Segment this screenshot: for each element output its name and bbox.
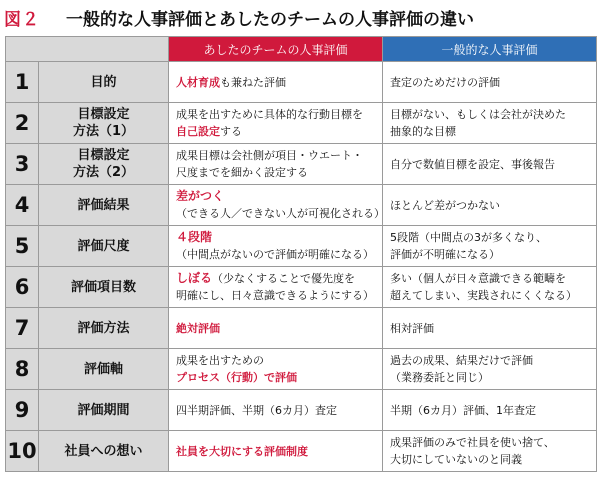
highlight-text: 絶対評価 <box>176 321 220 335</box>
ours-cell <box>169 308 383 349</box>
row-number: 9 <box>6 390 39 431</box>
table-row <box>6 267 597 308</box>
cell-text: する <box>220 125 242 138</box>
table-row <box>6 103 597 144</box>
cell-text: 成果を出すための <box>176 354 264 367</box>
ours-cell <box>169 349 383 390</box>
row-item-label: 評価方法 <box>39 308 169 349</box>
highlight-text: ４段階 <box>176 230 213 244</box>
highlight-text: しぼる <box>176 271 213 285</box>
comparison-table <box>5 36 597 472</box>
theirs-cell: 過去の成果、結果だけで評価 （業務委託と同じ） <box>383 349 597 390</box>
row-number: 1 <box>6 62 39 103</box>
row-item-label: 目的 <box>39 62 169 103</box>
ours-cell <box>169 226 383 267</box>
table-row <box>6 349 597 390</box>
row-item-label: 目標設定 方法（2） <box>39 144 169 185</box>
row-item-label: 評価項目数 <box>39 267 169 308</box>
theirs-cell: 目標がない、もしくは会社が決めた 抽象的な目標 <box>383 103 597 144</box>
table-row <box>6 308 597 349</box>
ours-cell <box>169 185 383 226</box>
highlight-text: 自己設定 <box>176 125 220 138</box>
highlight-text: 社員を大切にする評価制度 <box>176 444 308 458</box>
table-row <box>6 226 597 267</box>
row-number: 4 <box>6 185 39 226</box>
row-number: 7 <box>6 308 39 349</box>
table-row <box>6 431 597 472</box>
cell-text: （少なくすることで優先度を <box>212 272 356 285</box>
figure-title: 一般的な人事評価とあしたのチームの人事評価の違い <box>66 9 474 30</box>
cell-text: （中間点がないので評価が明確になる） <box>176 248 374 261</box>
row-item-label: 評価結果 <box>39 185 169 226</box>
theirs-cell: 自分で数値目標を設定、事後報告 <box>383 144 597 185</box>
theirs-cell: 成果評価のみで社員を使い捨て、 大切にしていないのと同義 <box>383 431 597 472</box>
comparison-body <box>6 62 597 472</box>
row-item-label: 社員への想い <box>39 431 169 472</box>
cell-text: （できる人／できない人が可視化される） <box>176 207 385 220</box>
row-number: 8 <box>6 349 39 390</box>
ours-cell <box>169 144 383 185</box>
header-theirs: 一般的な人事評価 <box>383 37 597 62</box>
cell-text: 成果を出すために具体的な行動目標を <box>176 108 363 121</box>
row-item-label: 目標設定 方法（1） <box>39 103 169 144</box>
table-row <box>6 62 597 103</box>
row-number: 6 <box>6 267 39 308</box>
theirs-cell: 5段階（中間点の3が多くなり、 評価が不明確になる） <box>383 226 597 267</box>
row-item-label: 評価軸 <box>39 349 169 390</box>
row-number: 2 <box>6 103 39 144</box>
table-row <box>6 185 597 226</box>
highlight-text: プロセス（行動）で評価 <box>176 371 297 384</box>
cell-text: 尺度までを細かく設定する <box>176 166 308 179</box>
highlight-text: 人材育成 <box>176 75 220 89</box>
theirs-cell: 相対評価 <box>383 308 597 349</box>
theirs-cell: ほとんど差がつかない <box>383 185 597 226</box>
header-corner <box>6 37 169 62</box>
ours-cell <box>169 62 383 103</box>
header-row <box>6 37 597 62</box>
ours-cell <box>169 267 383 308</box>
table-row <box>6 390 597 431</box>
theirs-cell: 査定のためだけの評価 <box>383 62 597 103</box>
row-number: 3 <box>6 144 39 185</box>
cell-text: 明確にし、日々意識できるようにする） <box>176 289 374 302</box>
table-row <box>6 144 597 185</box>
cell-text: 四半期評価、半期（6カ月）査定 <box>176 403 337 417</box>
cell-text: も兼ねた評価 <box>220 75 286 89</box>
ours-cell <box>169 103 383 144</box>
ours-cell <box>169 431 383 472</box>
ours-cell <box>169 390 383 431</box>
theirs-cell: 多い（個人が日々意識できる範疇を 超えてしまい、実践されにくくなる） <box>383 267 597 308</box>
row-number: 10 <box>6 431 39 472</box>
theirs-cell: 半期（6カ月）評価、1年査定 <box>383 390 597 431</box>
cell-text: 成果目標は会社側が項目・ウエート・ <box>176 149 363 162</box>
header-ours: あしたのチームの人事評価 <box>169 37 383 62</box>
row-item-label: 評価期間 <box>39 390 169 431</box>
row-item-label: 評価尺度 <box>39 226 169 267</box>
row-number: 5 <box>6 226 39 267</box>
highlight-text: 差がつく <box>176 189 225 203</box>
figure-label: 図２ <box>4 9 40 30</box>
figure-title-bar <box>0 0 600 34</box>
